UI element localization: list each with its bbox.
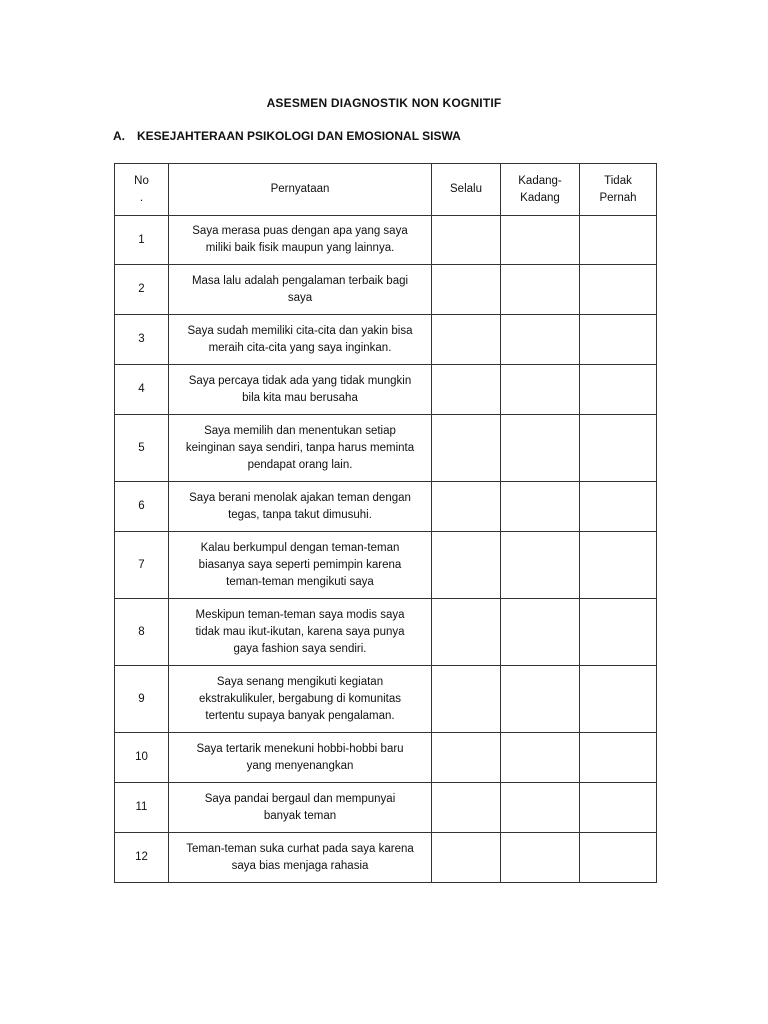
answer-never-cell[interactable] [580, 666, 657, 733]
answer-never-cell[interactable] [580, 265, 657, 315]
header-never-line2: Pernah [599, 191, 637, 204]
row-number: 12 [115, 833, 169, 883]
header-row [115, 164, 657, 216]
answer-always-cell[interactable] [432, 783, 501, 833]
row-number: 8 [115, 599, 169, 666]
answer-always-cell[interactable] [432, 532, 501, 599]
answer-always-cell[interactable] [432, 365, 501, 415]
table-row [115, 265, 657, 315]
answer-sometimes-cell[interactable] [501, 532, 580, 599]
table-row [115, 783, 657, 833]
row-number: 5 [115, 415, 169, 482]
answer-always-cell[interactable] [432, 415, 501, 482]
answer-never-cell[interactable] [580, 833, 657, 883]
table-row [115, 415, 657, 482]
table-row [115, 365, 657, 415]
answer-sometimes-cell[interactable] [501, 783, 580, 833]
header-no-line2: . [139, 191, 144, 204]
answer-never-cell[interactable] [580, 365, 657, 415]
row-statement: Saya merasa puas dengan apa yang saya miliki baik fisik maupun yang lainnya. [169, 216, 432, 265]
row-number: 6 [115, 482, 169, 532]
answer-sometimes-cell[interactable] [501, 415, 580, 482]
answer-always-cell[interactable] [432, 265, 501, 315]
table-row [115, 666, 657, 733]
row-statement: Teman-teman suka curhat pada saya karena saya bias menjaga rahasia [169, 833, 432, 883]
section-label: KESEJAHTERAAN PSIKOLOGI DAN EMOSIONAL SISWA [137, 129, 461, 143]
answer-always-cell[interactable] [432, 833, 501, 883]
row-number: 9 [115, 666, 169, 733]
row-statement: Saya senang mengikuti kegiatan ekstrakulikuler, bergabung di komunitas tertentu supaya banyak pengalaman. [169, 666, 432, 733]
row-number: 11 [115, 783, 169, 833]
answer-always-cell[interactable] [432, 216, 501, 265]
answer-sometimes-cell[interactable] [501, 599, 580, 666]
answer-sometimes-cell[interactable] [501, 666, 580, 733]
table-row [115, 315, 657, 365]
row-number: 10 [115, 733, 169, 783]
row-statement: Saya berani menolak ajakan teman dengan tegas, tanpa takut dimusuhi. [169, 482, 432, 532]
table-row [115, 216, 657, 265]
answer-never-cell[interactable] [580, 599, 657, 666]
document-title: ASESMEN DIAGNOSTIK NON KOGNITIF [266, 96, 502, 110]
answer-never-cell[interactable] [580, 783, 657, 833]
header-never [580, 164, 657, 216]
section-heading [113, 129, 461, 143]
header-no-line1: No [134, 174, 149, 187]
answer-always-cell[interactable] [432, 733, 501, 783]
row-number: 4 [115, 365, 169, 415]
answer-sometimes-cell[interactable] [501, 216, 580, 265]
table-row [115, 733, 657, 783]
row-statement: Meskipun teman-teman saya modis saya tidak mau ikut-ikutan, karena saya punya gaya fashion saya sendiri. [169, 599, 432, 666]
row-statement: Saya percaya tidak ada yang tidak mungkin bila kita mau berusaha [169, 365, 432, 415]
row-statement: Saya memilih dan menentukan setiap keinginan saya sendiri, tanpa harus meminta pendapat orang lain. [169, 415, 432, 482]
answer-always-cell[interactable] [432, 315, 501, 365]
header-never-line1: Tidak [604, 174, 632, 187]
header-sometimes [501, 164, 580, 216]
answer-never-cell[interactable] [580, 315, 657, 365]
table-row [115, 532, 657, 599]
answer-never-cell[interactable] [580, 216, 657, 265]
row-number: 7 [115, 532, 169, 599]
row-statement: Saya pandai bergaul dan mempunyai banyak teman [169, 783, 432, 833]
section-letter: A. [113, 129, 125, 143]
answer-sometimes-cell[interactable] [501, 833, 580, 883]
answer-sometimes-cell[interactable] [501, 315, 580, 365]
header-sometimes-line2: Kadang [520, 191, 560, 204]
table-row [115, 482, 657, 532]
answer-never-cell[interactable] [580, 415, 657, 482]
answer-always-cell[interactable] [432, 666, 501, 733]
header-statement: Pernyataan [169, 164, 432, 216]
row-statement: Saya tertarik menekuni hobbi-hobbi baru yang menyenangkan [169, 733, 432, 783]
row-statement: Kalau berkumpul dengan teman-teman biasanya saya seperti pemimpin karena teman-teman mengikuti saya [169, 532, 432, 599]
row-number: 3 [115, 315, 169, 365]
row-statement: Masa lalu adalah pengalaman terbaik bagi saya [169, 265, 432, 315]
answer-sometimes-cell[interactable] [501, 265, 580, 315]
row-number: 1 [115, 216, 169, 265]
header-no [115, 164, 169, 216]
row-statement: Saya sudah memiliki cita-cita dan yakin bisa meraih cita-cita yang saya inginkan. [169, 315, 432, 365]
header-sometimes-line1: Kadang- [518, 174, 562, 187]
answer-sometimes-cell[interactable] [501, 733, 580, 783]
answer-sometimes-cell[interactable] [501, 365, 580, 415]
answer-never-cell[interactable] [580, 482, 657, 532]
row-number: 2 [115, 265, 169, 315]
answer-always-cell[interactable] [432, 599, 501, 666]
answer-always-cell[interactable] [432, 482, 501, 532]
answer-never-cell[interactable] [580, 733, 657, 783]
header-always: Selalu [432, 164, 501, 216]
questionnaire-table [114, 163, 657, 883]
table-row [115, 833, 657, 883]
table-row [115, 599, 657, 666]
answer-sometimes-cell[interactable] [501, 482, 580, 532]
answer-never-cell[interactable] [580, 532, 657, 599]
